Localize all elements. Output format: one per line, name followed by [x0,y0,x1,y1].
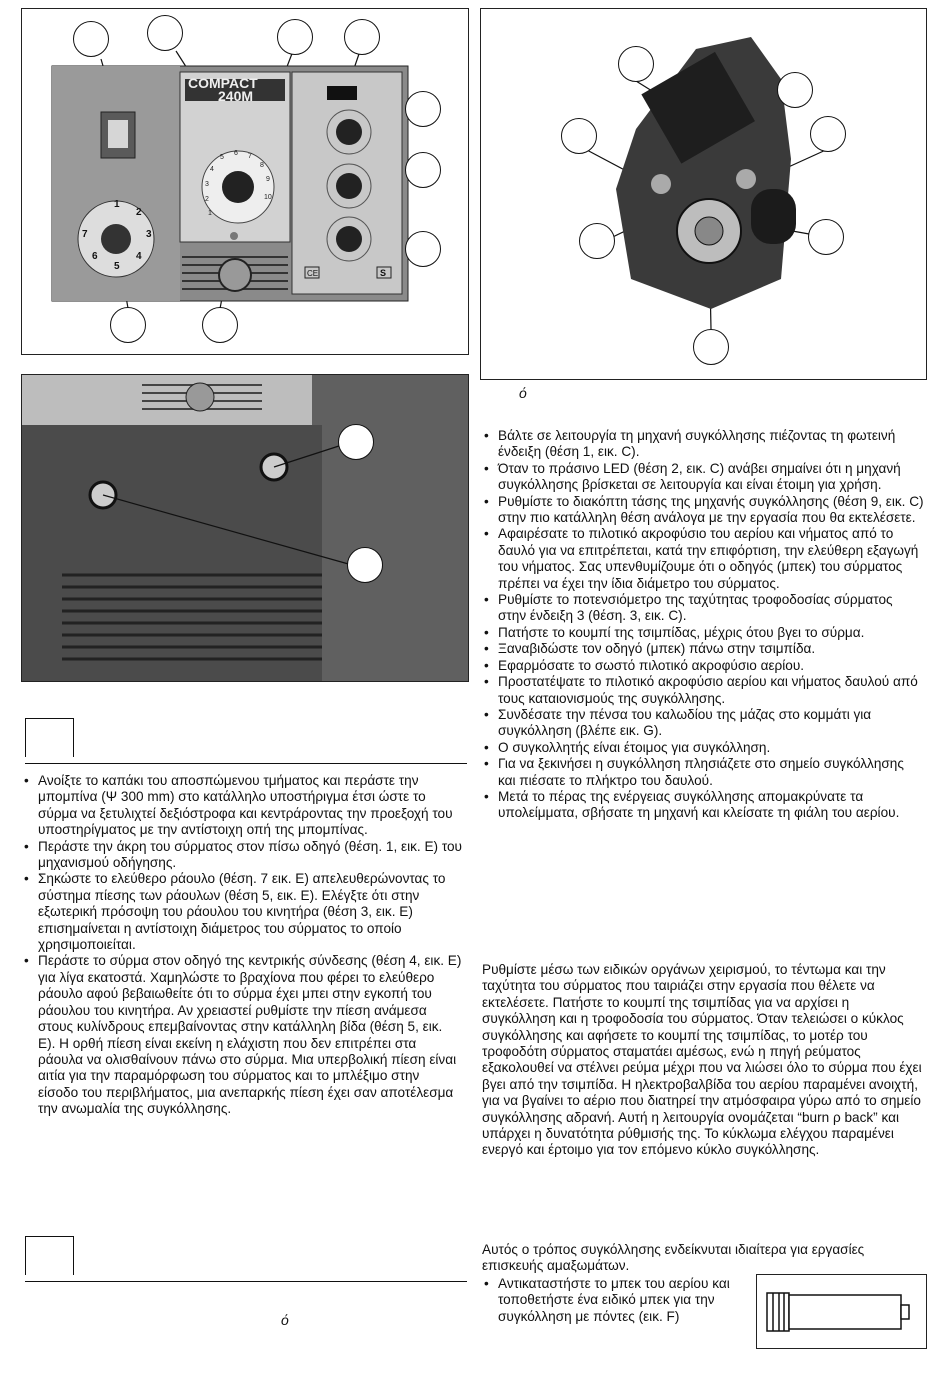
speed-dial-number: 4 [210,166,214,173]
selector-number: 7 [82,229,88,240]
section-heading-box [25,1236,74,1275]
selector-number: 2 [136,207,142,218]
panel-label-compact: COMPACT [188,75,258,91]
callout-circle [808,219,844,255]
callout-circle [405,152,441,188]
callout-circle [344,19,380,55]
panel-s-mark: S [380,268,387,278]
selector-number: 1 [114,199,120,210]
callout-circle [579,223,615,259]
list-item: • Προστατέψατε το πιλοτικό ακροφύσιο αερίου και νήματος δαυλού από τους καταιονισμούς της συγκόλλησης. [482,674,924,707]
callout-circle [810,116,846,152]
callout-circle [347,547,383,583]
selector-number: 4 [136,251,142,262]
wire-loading-steps [22,773,462,1118]
selector-number: 6 [92,251,98,262]
list-item: • Ανοίξτε το καπάκι του αποσπώμενου τμήματος και περάστε την μπομπίνα (Ψ 300 mm) στο κατάλληλο υποστήριγμα έτσι ώστε το σύρμα να ξετυλιχτεί δεξιόστροφα και κεντράροντας την προεξοχή του υποστηρίγματος με την αντίστοιχη οπή της μπομπίνας. [22,773,462,839]
speed-dial-number: 1 [208,210,212,217]
callout-circle [338,424,374,460]
section-heading-box [25,718,74,757]
figure-caption: ό [519,385,527,401]
list-item: • Ξαναβιδώστε τον οδηγό (μπεκ) πάνω στην τσιμπίδα. [482,641,924,657]
list-item: • Εφαρμόσατε το σωστό πιλοτικό ακροφύσιο αερίου. [482,658,924,674]
callout-circle [561,118,597,154]
speed-dial-number: 6 [234,150,238,157]
panel-ce-mark: CE [307,269,319,278]
callout-circle [277,19,313,55]
callout-circle [202,307,238,343]
section-rule [25,763,467,764]
callout-circle [618,46,654,82]
speed-dial-number: 5 [220,154,224,161]
wire-feed-illustration [481,9,926,379]
selector-number: 3 [146,229,152,240]
speed-dial-number: 8 [260,162,264,169]
list-item: • Για να ξεκινήσει η συγκόλληση πλησιάζετε στο σημείο συγκόλλησης και πιέσατε το πλήκτρο του δαυλού. [482,756,924,789]
speed-dial-number: 3 [205,181,209,188]
right-column-text [482,428,924,822]
callout-circle [693,329,729,365]
figure-control-panel [21,8,469,355]
list-item: • Περάστε την άκρη του σύρματος στον πίσω οδηγό (θέση. 1, εικ. E) του μηχανισμού οδήγησης. [22,839,462,872]
figure-wire-feed-mechanism [480,8,927,380]
right-column-paragraph [482,962,924,1159]
callout-circle [73,21,109,57]
speed-dial-number: 9 [266,176,270,183]
callout-circle [405,231,441,267]
list-item: • Σηκώστε το ελεύθερο ράουλο (θέση. 7 εικ. E) απελευθερώνοντας το σύστημα πίεσης των ράουλων (θέση 5, εικ. E). Ελέγξτε ότι στην εξωτερική πρόσοψη του ράουλου του κινητήρα (θέση 3, εικ. E) επισημαίνεται η αντίστοιχη διάμετρος του σύρματος το οποίο χρησιμοποιείται. [22,871,462,953]
welding-cycle-paragraph: Ρυθμίστε μέσω των ειδικών οργάνων χειρισμού, το τέντωμα και την ταχύτητα του σύρματος που ταιριάζει στην εργασία που θέλετε να εκτελέσετε. Πατήστε το κουμπί της τσιμπίδας για να αρχίσει η συγκόλληση και η τροφοδοσία του σύρματος. Όταν τελειώσει ο κύκλος συγκόλλησης και αφήσετε το κουμπί της τσιμπίδας, το μοτέρ του τροφοδότη σύρματος σταματάει αμέσως, ενώ η πηγή ρεύματος εξακολουθεί να στέλνει ρεύμα μέχρι που να λιώσει όλο το σύρμα που έχει βγει από την τσιμπίδα. Η ηλεκτροβαλβίδα του αερίου παραμένει ανοιχτή, για να βγαίνει το αέριο που διατηρεί την ατμόσφαιρα γύρω από το σημείο συγκόλλησης αδρανή. Αυτή η λειτουργία ονομάζεται “burn ρ back” και υπάρχει η δυνατότητα ρύθμισής της. Το κύκλωμα ελέγχου παραμένει ενεργό και έρτοιμο για τον επόμενο κύκλο συγκόλλησης. [482,962,922,1158]
callout-circle [110,307,146,343]
list-item: • Αντικαταστήστε το μπεκ του αερίου και τοποθετήστε ένα ειδικό μπεκ για την συγκόλληση με πόντες (εικ. F) [482,1276,742,1325]
speed-dial-number: 10 [264,194,272,201]
callout-circle [405,91,441,127]
list-item: • Ρυθμίστε το ποτενσιόμετρο της ταχύτητας τροφοδοσίας σύρματος στην ένδειξη 3 (θέση. 3, εικ. C). [482,592,924,625]
selector-number: 5 [114,261,120,272]
spot-welding-steps [482,1276,742,1325]
list-item: • Όταν το πράσινο LED (θέση 2, εικ. C) ανάβει σημαίνει ότι η μηχανή συγκόλλησης βρίσκεται σε λειτουργία και είναι έτοιμη για χρήση. [482,461,924,494]
rear-view-illustration [22,375,468,681]
right-column-spot-welding [482,1242,924,1275]
control-panel-illustration [22,9,468,354]
list-item: • Ο συγκολλητής είναι έτοιμος για συγκόλληση. [482,740,924,756]
list-item: • Αφαιρέσατε το πιλοτικό ακροφύσιο του αερίου και νήματος από το δαυλό για να επιτρέπεται, κατά την επιφόρτιση, την ελεύθερη εξαγωγή του νήματος. Σας υπενθυμίζουμε ότι ο οδηγός (μπεκ) του σύρματος πρέπει να έχει την ίδια διάμετρο του σύρματος. [482,526,924,592]
section-rule [25,1281,467,1282]
figure-spot-nozzle [756,1274,927,1349]
left-column-text [22,773,462,1118]
figure-caption: ό [281,1312,289,1328]
spot-nozzle-illustration [757,1275,926,1348]
list-item: • Πατήστε το κουμπί της τσιμπίδας, μέχρις ότου βγει το σύρμα. [482,625,924,641]
callout-circle [777,72,813,108]
list-item: • Βάλτε σε λειτουργία τη μηχανή συγκόλλησης πιέζοντας τη φωτεινή ένδειξη (θέση 1, εικ. C). [482,428,924,461]
list-item: • Συνδέσατε την πένσα του καλωδίου της μάζας στο κομμάτι για συγκόλληση (βλέπε εικ. G). [482,707,924,740]
callout-circle [147,15,183,51]
spot-welding-paragraph: Αυτός ο τρόπος συγκόλλησης ενδείκνυται ιδιαίτερα για εργασίες επισκευής αμαξωμάτων. [482,1242,865,1274]
speed-dial-number: 2 [205,196,209,203]
figure-rear-view [21,374,469,682]
panel-label-240m: 240M [218,88,254,104]
speed-dial-number: 7 [248,153,252,160]
list-item: • Περάστε το σύρμα στον οδηγό της κεντρικής σύνδεσης (θέση 4, εικ. E) για λίγα εκατοστά. Χαμηλώστε το βραχίονα που φέρει το ελεύθερο ράουλο αφού βεβαιωθείτε ότι το σύρμα έχει μπει στην εγκοπή του ράουλου του κινητήρα. Αν χρειαστεί ρυθμίστε την πίεση ανάμεσα στους κυλίνδρους επεμβαίνοντας στην κατάλληλη βίδα (θέση 5, εικ. E). Η ορθή πίεση είναι εκείνη η ελάχιστη που δεν επιτρέπει στα ράουλα να ολισθαίνουν πάνω στο σύρμα. Μια υπερβολική πίεση είναι αιτία για την παραμόρφωση του σύρματος και το μπλέξιμο στην είσοδο του περιβλήματος, μια ανεπαρκής πίεση έχει σαν αποτέλεσμα την ανωμαλία της συγκόλλησης. [22,953,462,1117]
right-column-spot-bullet [482,1276,742,1325]
list-item: • Ρυθμίστε το διακόπτη τάσης της μηχανής συγκόλλησης (θέση 9, εικ. C) στην πιο κατάλληλη θέση ανάλογα με την εργασία που θα εκτελέσετε. [482,494,924,527]
startup-steps [482,428,924,822]
list-item: • Μετά το πέρας της ενέργειας συγκόλλησης απομακρύνατε τα υπολείμματα, σβήσατε τη μηχανή και κλείσατε τη φιάλη του αερίου. [482,789,924,822]
